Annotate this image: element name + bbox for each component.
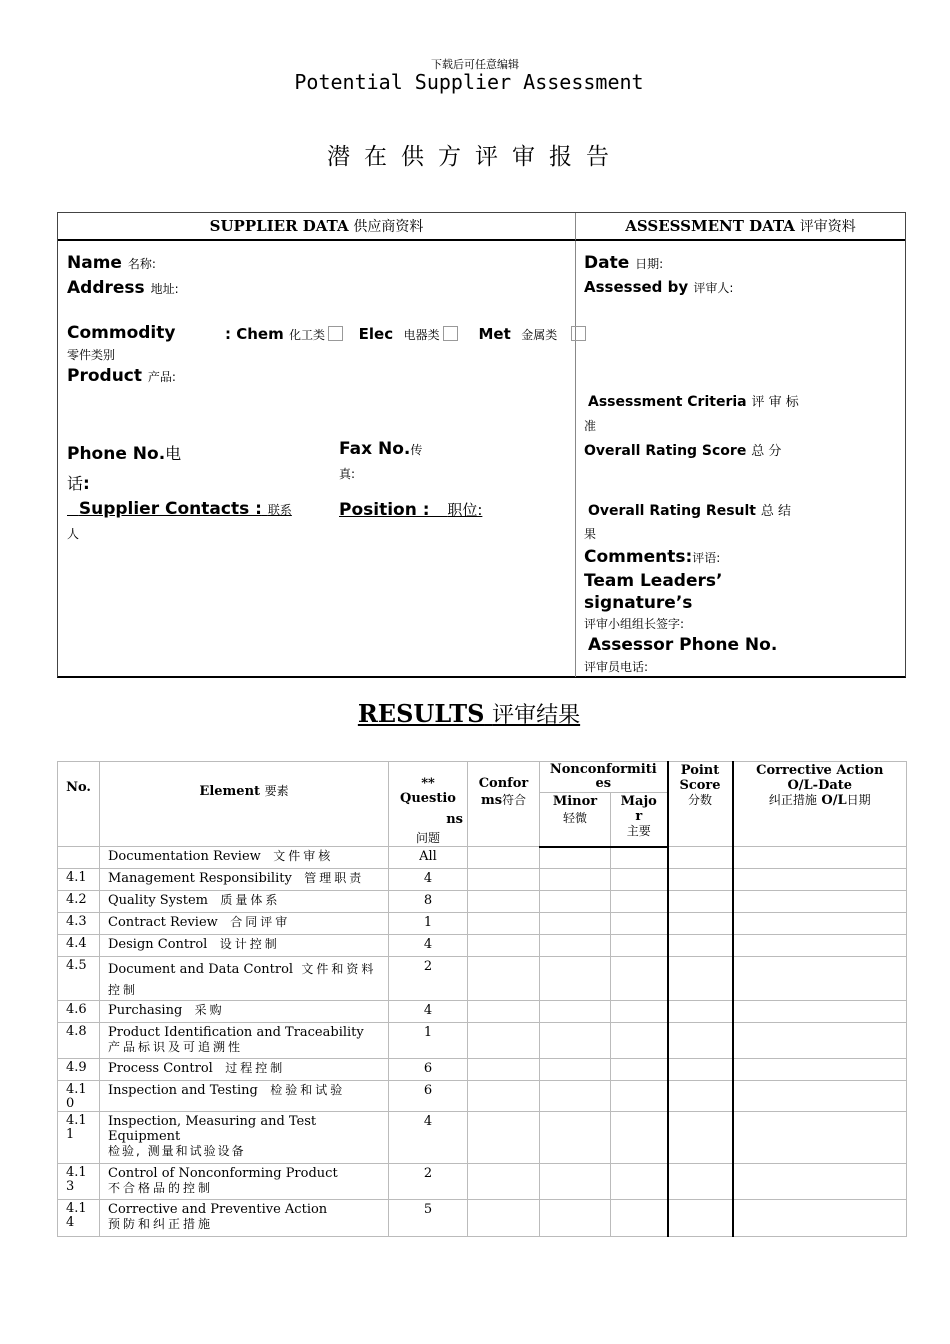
- row-point-score-cell[interactable]: [668, 1164, 733, 1200]
- column-divider: [575, 241, 576, 677]
- row-element-cn: 管理职责: [304, 871, 365, 885]
- row-minor-cell[interactable]: [540, 935, 611, 957]
- col-questions-stars: **: [421, 776, 435, 791]
- row-questions-value: 2: [423, 1166, 433, 1181]
- col-corrective-action-label-cn-2: 日期: [846, 793, 871, 807]
- row-element: [100, 1059, 389, 1081]
- row-major-cell[interactable]: [611, 1200, 668, 1237]
- table-row: [58, 1023, 907, 1059]
- col-point-score-label-cn: 分数: [688, 793, 713, 807]
- row-minor-cell[interactable]: [540, 1112, 611, 1164]
- row-corrective-action-cell[interactable]: [733, 935, 907, 957]
- row-element-en: Document and Data Control: [108, 962, 294, 977]
- comments-field[interactable]: [584, 547, 720, 567]
- row-questions-value: 8: [423, 893, 433, 908]
- overall-rating-result-label-cn-2: 果: [584, 527, 597, 541]
- assessment-criteria-label: Assessment Criteria: [588, 394, 747, 410]
- product-label-cn: 产品:: [147, 370, 176, 384]
- row-element-en: Product Identification and Traceability: [108, 1025, 364, 1040]
- row-element-en: Inspection, Measuring and Test: [108, 1114, 317, 1129]
- table-row: [58, 1200, 907, 1237]
- row-major-cell[interactable]: [611, 1059, 668, 1081]
- row-questions-value: 6: [423, 1061, 433, 1076]
- results-title-cn: 评审结果: [492, 703, 581, 728]
- row-element-cn: 预防和纠正措施: [108, 1217, 214, 1231]
- row-questions: [389, 1023, 468, 1059]
- page-title-cn: 潜在供方评审报告: [327, 144, 623, 170]
- col-point-score-label-1: Point: [680, 763, 720, 778]
- row-questions: [389, 869, 468, 891]
- table-row: [58, 1081, 907, 1112]
- row-element: [100, 1001, 389, 1023]
- row-questions: [389, 1112, 468, 1164]
- row-element-en: Corrective and Preventive Action: [108, 1202, 328, 1217]
- row-number: [58, 1023, 100, 1059]
- col-element-header: [100, 762, 389, 847]
- row-point-score-cell[interactable]: [668, 869, 733, 891]
- row-element: [100, 957, 389, 1001]
- row-element-en: Quality System: [108, 893, 208, 908]
- row-conforms-cell[interactable]: [468, 1200, 540, 1237]
- commodity-label-cn: 零件类别: [67, 348, 116, 362]
- phone-label-cn-2: 话: [67, 474, 84, 493]
- row-number-text: 4.1: [66, 1165, 87, 1180]
- results-table-body: [58, 847, 907, 1237]
- position-field[interactable]: [339, 499, 482, 520]
- table-row: [58, 847, 907, 869]
- row-questions-value: 5: [423, 1202, 433, 1217]
- row-point-score-cell[interactable]: [668, 957, 733, 1001]
- row-questions-value: 2: [423, 959, 433, 974]
- date-label: Date: [584, 253, 630, 273]
- row-corrective-action-cell[interactable]: [733, 957, 907, 1001]
- position-label: Position :: [339, 500, 430, 520]
- supplier-assessment-box: [57, 212, 906, 678]
- row-questions: [389, 1164, 468, 1200]
- row-major-cell[interactable]: [611, 935, 668, 957]
- overall-rating-score-field[interactable]: [584, 440, 781, 459]
- col-point-score-header: [668, 762, 733, 847]
- fax-label-cn-2: 真:: [339, 467, 356, 481]
- row-element-cn-2: 控制: [108, 983, 139, 997]
- row-corrective-action-cell[interactable]: [733, 847, 907, 869]
- row-minor-cell[interactable]: [540, 1081, 611, 1112]
- row-point-score-cell[interactable]: [668, 891, 733, 913]
- row-corrective-action-cell[interactable]: [733, 1023, 907, 1059]
- row-number: [58, 1001, 100, 1023]
- row-number-text: 4.1: [66, 1082, 87, 1097]
- supplier-data-title-cn: 供应商资料: [353, 219, 424, 235]
- col-minor-label-cn: 轻微: [562, 810, 587, 825]
- row-element-cn: 不合格品的控制: [108, 1181, 214, 1195]
- row-corrective-action-cell[interactable]: [733, 1112, 907, 1164]
- row-conforms-cell[interactable]: [468, 957, 540, 1001]
- row-minor-cell[interactable]: [540, 847, 611, 869]
- row-element-cn: 检验, 测量和试验设备: [108, 1144, 246, 1158]
- row-element: [100, 1200, 389, 1237]
- results-title: [0, 698, 938, 729]
- row-major-cell[interactable]: [611, 891, 668, 913]
- row-element: [100, 913, 389, 935]
- row-element-cn: 采购: [194, 1003, 225, 1017]
- met-label-cn: 金属类: [521, 328, 558, 342]
- comments-label: Comments:: [584, 547, 693, 567]
- team-leaders-label-cn: 评审小组组长签字:: [584, 617, 685, 631]
- row-element-cn: 质量体系: [220, 893, 281, 907]
- table-row: [58, 1059, 907, 1081]
- row-major-cell[interactable]: [611, 1023, 668, 1059]
- col-conforms-header: [468, 762, 540, 847]
- overall-rating-result-field[interactable]: [588, 500, 791, 519]
- date-label-cn: 日期:: [635, 257, 664, 271]
- phone-colon: :: [83, 474, 90, 494]
- row-minor-cell[interactable]: [540, 1023, 611, 1059]
- supplier-data-header: [58, 213, 576, 241]
- row-minor-cell[interactable]: [540, 913, 611, 935]
- row-questions: [389, 1081, 468, 1112]
- row-number: [58, 847, 100, 869]
- fax-label: Fax No.: [339, 439, 411, 459]
- row-number-text: 4.6: [66, 1002, 87, 1017]
- row-element-en: Inspection and Testing: [108, 1083, 258, 1098]
- row-number-text: 4.8: [66, 1024, 87, 1039]
- phone-field[interactable]: [67, 441, 181, 464]
- col-major-label-cn: 主要: [626, 823, 651, 838]
- row-element-en: Control of Nonconforming Product: [108, 1166, 338, 1181]
- row-element-en: Design Control: [108, 937, 208, 952]
- row-element-cn: 过程控制: [225, 1061, 286, 1075]
- row-conforms-cell[interactable]: [468, 847, 540, 869]
- row-minor-cell[interactable]: [540, 1001, 611, 1023]
- assessment-criteria-label-cn-2: 准: [584, 419, 597, 433]
- col-major-header: [611, 792, 668, 846]
- row-number: [58, 1200, 100, 1237]
- row-number-text: 4.2: [66, 892, 87, 907]
- row-minor-cell[interactable]: [540, 891, 611, 913]
- col-minor-label: Minor: [552, 793, 598, 809]
- row-number: [58, 913, 100, 935]
- row-point-score-cell[interactable]: [668, 1081, 733, 1112]
- row-number-text: 4.9: [66, 1060, 87, 1075]
- row-number-text: 4.1: [66, 1113, 87, 1128]
- overall-rating-result-label-cn: 总 结: [760, 504, 792, 519]
- row-number: [58, 1059, 100, 1081]
- row-questions: [389, 913, 468, 935]
- met-label: Met: [478, 325, 511, 343]
- row-number-text-2: 4: [66, 1215, 75, 1230]
- results-title-en: RESULTS: [357, 699, 485, 728]
- row-conforms-cell[interactable]: [468, 1081, 540, 1112]
- row-number: [58, 869, 100, 891]
- name-field[interactable]: [67, 253, 156, 273]
- row-number-text: 4.5: [66, 958, 87, 973]
- row-element-en: Management Responsibility: [108, 871, 292, 886]
- row-point-score-cell[interactable]: [668, 913, 733, 935]
- col-minor-header: [540, 792, 611, 846]
- row-corrective-action-cell[interactable]: [733, 1001, 907, 1023]
- phone-label: Phone No.: [67, 444, 166, 464]
- row-element-cn: 产品标识及可追溯性: [108, 1040, 244, 1054]
- table-row: [58, 869, 907, 891]
- row-number: [58, 957, 100, 1001]
- row-element: [100, 891, 389, 913]
- row-point-score-cell[interactable]: [668, 1059, 733, 1081]
- col-corrective-action-header: [733, 762, 907, 847]
- row-conforms-cell[interactable]: [468, 1112, 540, 1164]
- row-element: [100, 1081, 389, 1112]
- assessor-phone-label-cn: 评审员电话:: [584, 660, 649, 674]
- row-questions: [389, 957, 468, 1001]
- row-conforms-cell[interactable]: [468, 935, 540, 957]
- row-number: [58, 1081, 100, 1112]
- comments-label-cn: 评语:: [692, 551, 721, 565]
- row-questions: [389, 1059, 468, 1081]
- assessed-by-field[interactable]: [584, 278, 733, 296]
- met-checkbox[interactable]: [571, 326, 586, 341]
- row-element: [100, 1112, 389, 1164]
- assessed-by-label-cn: 评审人:: [693, 281, 734, 295]
- row-element: [100, 935, 389, 957]
- overall-rating-result-label: Overall Rating Result: [588, 503, 756, 519]
- address-field[interactable]: [67, 278, 179, 298]
- row-questions-value: 1: [423, 915, 433, 930]
- row-corrective-action-cell[interactable]: [733, 913, 907, 935]
- row-point-score-cell[interactable]: [668, 1001, 733, 1023]
- commodity-colon: :: [225, 325, 231, 343]
- row-minor-cell[interactable]: [540, 1164, 611, 1200]
- address-label: Address: [67, 278, 145, 298]
- row-major-cell[interactable]: [611, 913, 668, 935]
- row-element: [100, 1164, 389, 1200]
- row-point-score-cell[interactable]: [668, 1023, 733, 1059]
- product-field[interactable]: [67, 366, 176, 386]
- row-minor-cell[interactable]: [540, 957, 611, 1001]
- col-major-label-1: Majo: [620, 793, 657, 809]
- row-conforms-cell[interactable]: [468, 913, 540, 935]
- row-point-score-cell[interactable]: [668, 1112, 733, 1164]
- name-label: Name: [67, 253, 122, 273]
- row-major-cell[interactable]: [611, 1164, 668, 1200]
- row-corrective-action-cell[interactable]: [733, 891, 907, 913]
- row-element: [100, 1023, 389, 1059]
- chem-checkbox[interactable]: [328, 326, 343, 341]
- row-questions: [389, 891, 468, 913]
- col-questions-label-2: ns: [446, 812, 463, 827]
- row-point-score-cell[interactable]: [668, 1200, 733, 1237]
- commodity-options: [225, 325, 586, 343]
- product-label: Product: [67, 366, 142, 386]
- name-label-cn: 名称:: [127, 257, 156, 271]
- phone-label-cont: [67, 471, 90, 494]
- row-corrective-action-cell[interactable]: [733, 1081, 907, 1112]
- supplier-contacts-label: Supplier Contacts :: [78, 499, 262, 519]
- row-questions-value: 1: [423, 1025, 433, 1040]
- row-element: [100, 847, 389, 869]
- row-corrective-action-cell[interactable]: [733, 869, 907, 891]
- row-questions: [389, 847, 468, 869]
- commodity-label: Commodity: [67, 323, 176, 343]
- elec-checkbox[interactable]: [443, 326, 458, 341]
- row-point-score-cell[interactable]: [668, 935, 733, 957]
- row-questions: [389, 935, 468, 957]
- elec-label-cn: 电器类: [403, 328, 440, 342]
- col-nonconformities-label-2: es: [595, 776, 612, 791]
- row-conforms-cell[interactable]: [468, 891, 540, 913]
- row-major-cell[interactable]: [611, 1001, 668, 1023]
- assessed-by-label: Assessed by: [584, 278, 689, 296]
- phone-label-cn-1: 电: [165, 444, 182, 463]
- overall-rating-score-label-cn: 总 分: [751, 444, 782, 459]
- row-minor-cell[interactable]: [540, 869, 611, 891]
- row-element-en: Documentation Review: [108, 849, 261, 864]
- assessment-criteria-label-cn: 评 审 标: [751, 395, 799, 410]
- row-questions-value: 6: [423, 1083, 433, 1098]
- table-row: [58, 957, 907, 1001]
- row-questions-value: All: [419, 849, 437, 864]
- table-row: [58, 891, 907, 913]
- row-questions-value: 4: [423, 871, 433, 886]
- supplier-contacts-label-cn: 联系: [267, 503, 292, 517]
- col-corrective-action-label-1: Corrective Action: [756, 763, 884, 778]
- row-corrective-action-cell[interactable]: [733, 1200, 907, 1237]
- row-element: [100, 869, 389, 891]
- table-row: [58, 1164, 907, 1200]
- row-questions-value: 4: [423, 1003, 433, 1018]
- col-conforms-label-2: ms: [480, 793, 503, 808]
- row-conforms-cell[interactable]: [468, 1001, 540, 1023]
- elec-label: Elec: [358, 325, 394, 343]
- supplier-contacts-field[interactable]: [67, 499, 292, 519]
- row-minor-cell[interactable]: [540, 1200, 611, 1237]
- row-questions: [389, 1200, 468, 1237]
- col-element-label: Element: [199, 784, 261, 799]
- row-corrective-action-cell[interactable]: [733, 1059, 907, 1081]
- row-element-cn: 设计控制: [219, 937, 280, 951]
- col-point-score-label-2: Score: [679, 778, 721, 793]
- row-element-cn: 合同评审: [230, 915, 291, 929]
- col-conforms-label-1: Confor: [478, 776, 529, 791]
- address-label-cn: 地址:: [150, 282, 179, 296]
- assessment-data-title-cn: 评审资料: [799, 219, 856, 235]
- row-conforms-cell[interactable]: [468, 1164, 540, 1200]
- col-questions-label-1: Questio: [400, 791, 456, 806]
- results-table: [57, 761, 907, 1237]
- row-element-en: Purchasing: [108, 1003, 183, 1018]
- row-element-cn: 文件审核: [273, 849, 334, 863]
- row-number-text: 4.1: [66, 1201, 87, 1216]
- row-minor-cell[interactable]: [540, 1059, 611, 1081]
- row-element-cn: 检验和试验: [270, 1083, 346, 1097]
- col-no-label: No.: [66, 780, 91, 795]
- col-conforms-label-cn: 符合: [502, 793, 527, 807]
- col-questions-label-cn: 问题: [415, 831, 440, 845]
- chem-label: Chem: [236, 325, 284, 343]
- row-questions-value: 4: [423, 937, 433, 952]
- overall-rating-score-label: Overall Rating Score: [584, 443, 747, 459]
- date-field[interactable]: [584, 253, 663, 273]
- fax-field[interactable]: [339, 439, 422, 459]
- row-element-en: Process Control: [108, 1061, 213, 1076]
- table-row: [58, 935, 907, 957]
- team-leaders-label-2: signature’s: [584, 593, 693, 613]
- team-leaders-label-1: Team Leaders’: [584, 571, 723, 591]
- row-questions: [389, 1001, 468, 1023]
- col-corrective-action-label-cn-1: 纠正措施: [768, 793, 817, 807]
- col-questions-header: [389, 762, 468, 847]
- table-row: [58, 1001, 907, 1023]
- page-title-en: Potential Supplier Assessment: [294, 70, 644, 94]
- row-element-en-2: Equipment: [108, 1129, 181, 1144]
- watermark-text: 下载后可任意编辑: [431, 58, 519, 71]
- assessment-criteria-field[interactable]: [588, 391, 799, 410]
- row-number-text: 4.3: [66, 914, 87, 929]
- row-number-text-2: 1: [66, 1127, 75, 1142]
- row-number: [58, 1112, 100, 1164]
- col-nonconformities-label-1: Nonconformiti: [549, 762, 657, 777]
- row-major-cell[interactable]: [611, 1081, 668, 1112]
- row-number: [58, 935, 100, 957]
- row-number: [58, 1164, 100, 1200]
- row-corrective-action-cell[interactable]: [733, 1164, 907, 1200]
- table-row: [58, 1112, 907, 1164]
- table-header-row-1: [58, 762, 907, 793]
- supplier-contacts-label-cn-2: 人: [67, 527, 80, 541]
- row-number: [58, 891, 100, 913]
- row-conforms-cell[interactable]: [468, 869, 540, 891]
- chem-label-cn: 化工类: [288, 328, 325, 342]
- assessor-phone-label: Assessor Phone No.: [588, 635, 778, 655]
- row-questions-value: 4: [423, 1114, 433, 1129]
- col-nonconformities-header: [540, 762, 668, 793]
- col-no-header: [58, 762, 100, 847]
- row-major-cell[interactable]: [611, 869, 668, 891]
- row-conforms-cell[interactable]: [468, 1059, 540, 1081]
- position-label-cn: 职位:: [447, 501, 483, 519]
- row-conforms-cell[interactable]: [468, 1023, 540, 1059]
- col-element-label-cn: 要素: [264, 784, 289, 798]
- row-element-cn: 文件和资料: [301, 962, 377, 976]
- table-row: [58, 913, 907, 935]
- supplier-data-title: SUPPLIER DATA: [209, 217, 349, 235]
- col-corrective-action-label-2: O/L-Date: [787, 778, 853, 793]
- row-major-cell[interactable]: [611, 847, 668, 869]
- fax-label-cn-1: 传: [410, 443, 423, 457]
- row-number-text: 4.1: [66, 870, 87, 885]
- row-major-cell[interactable]: [611, 1112, 668, 1164]
- row-point-score-cell[interactable]: [668, 847, 733, 869]
- row-number-text-2: 0: [66, 1096, 75, 1111]
- row-number-text-2: 3: [66, 1179, 75, 1194]
- assessment-data-header: [576, 213, 905, 241]
- row-major-cell[interactable]: [611, 957, 668, 1001]
- assessment-data-title: ASSESSMENT DATA: [625, 217, 795, 235]
- row-element-en: Contract Review: [108, 915, 218, 930]
- col-corrective-action-ol: O/L: [821, 793, 847, 808]
- row-number-text: 4.4: [66, 936, 87, 951]
- col-major-label-2: r: [635, 808, 643, 824]
